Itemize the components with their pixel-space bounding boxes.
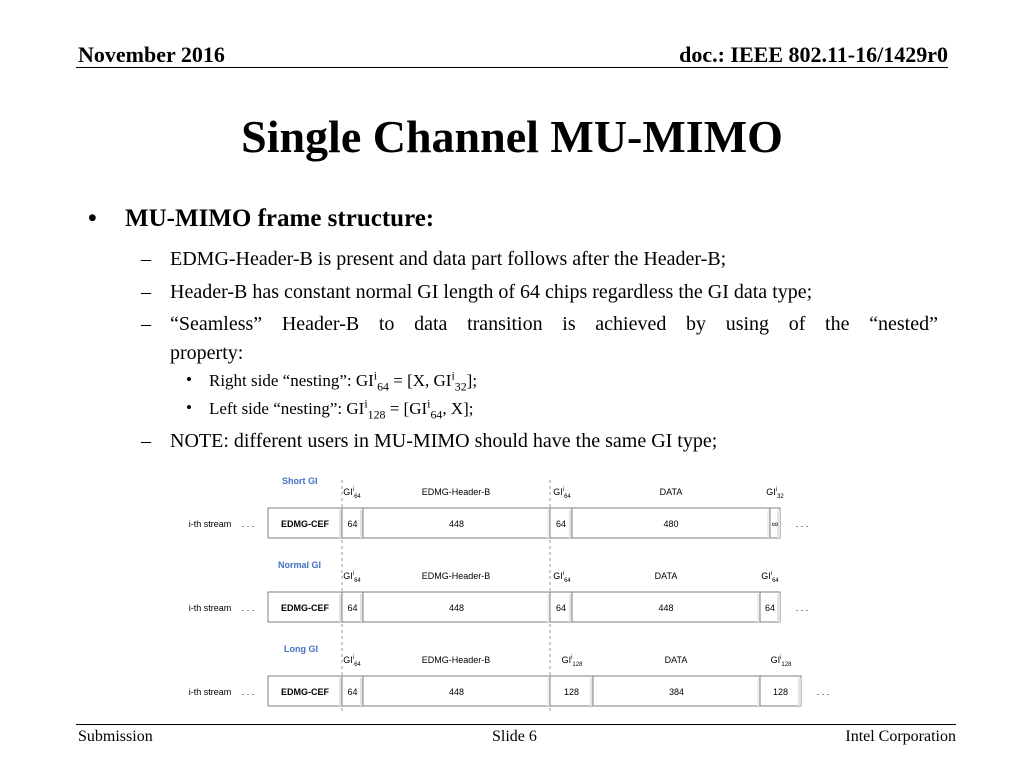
frame-cell-value: 448 [448, 519, 465, 529]
field-label [553, 571, 571, 584]
field-label-text: DATA [659, 487, 683, 497]
dash-marker: – [141, 248, 151, 270]
field-label-sup: i [780, 655, 782, 661]
bullet-marker: • [186, 370, 192, 389]
sub-item-text-line: property: [170, 342, 244, 364]
field-label-text: EDMG-Header-B [421, 487, 491, 497]
gi-row-long-gi [189, 644, 830, 706]
field-label [660, 487, 683, 497]
nested-text: Left side “nesting”: GI [209, 399, 365, 418]
ellipsis: . . . [795, 603, 809, 613]
nested-text: Right side “nesting”: GI [209, 371, 374, 390]
field-label-sub: 64 [354, 494, 361, 500]
frame-cell-value: 64 [347, 519, 358, 529]
gi-row-short-gi [189, 476, 809, 538]
sub-item-text: EDMG-Header-B is present and data part follows after the Header-B; [170, 248, 727, 270]
field-label-text: GI [553, 571, 563, 581]
field-label [562, 655, 584, 668]
stream-label: i-th stream [188, 687, 232, 697]
sub-item-text: NOTE: different users in MU-MIMO should have the same GI type; [170, 430, 718, 452]
ellipsis: . . . [816, 687, 830, 697]
gi-row-normal-gi [189, 560, 809, 622]
field-label-text: GI [770, 655, 781, 665]
field-label [422, 571, 491, 581]
field-label-text: DATA [664, 655, 688, 665]
nested-sub: 64 [377, 379, 389, 394]
frame-cell-value: 480 [663, 519, 679, 529]
frame-cell-value: EDMG-CEF [281, 519, 329, 529]
field-label-text: EDMG-Header-B [421, 571, 491, 581]
field-label [761, 571, 779, 584]
gi-type-label: Long GI [284, 644, 318, 654]
frame-cell-value: 128 [772, 687, 789, 697]
ellipsis: . . . [241, 519, 255, 529]
sub-item-text: Header-B has constant normal GI length of 64 chips regardless the GI data type; [170, 281, 813, 303]
field-label-sup: i [770, 571, 773, 577]
ellipsis: . . . [241, 687, 255, 697]
cell-shadow [777, 594, 780, 622]
field-label-sup: i [571, 655, 573, 661]
frame-cell-value: 64 [347, 687, 358, 697]
footer-divider [76, 724, 956, 725]
frame-cell-value: 128 [563, 687, 580, 697]
field-label-text: GI [343, 655, 353, 665]
stream-label: i-th stream [188, 519, 232, 529]
field-label-sub: 64 [772, 578, 779, 584]
field-label-text: GI [343, 571, 353, 581]
field-label [766, 487, 784, 500]
field-label-sup: i [352, 571, 355, 577]
field-label-text: EDMG-Header-B [421, 655, 491, 665]
field-label-sup: i [562, 487, 565, 493]
field-label [553, 487, 571, 500]
gi-type-label: Short GI [282, 476, 318, 486]
field-label [343, 487, 361, 500]
frame-cell-value: 64 [764, 603, 776, 613]
field-label-sub: 64 [564, 578, 571, 584]
dash-marker: – [141, 281, 151, 303]
field-label-sup: i [562, 571, 565, 577]
field-label-sup: i [352, 655, 355, 661]
gi-type-label: Normal GI [278, 560, 322, 570]
main-bullet-text: MU-MIMO frame structure: [125, 205, 435, 232]
sub-item-text-line: “Seamless” Header-B to data transition is achieved by using of the “nested” [170, 313, 938, 335]
footer-slide-number: Slide 6 [492, 728, 537, 745]
frame-cell-value: 448 [658, 603, 674, 613]
field-label-sup: i [775, 487, 778, 493]
frame-cell-value: 64 [347, 603, 358, 613]
field-label [665, 655, 688, 665]
field-label-sub: 64 [354, 662, 361, 668]
nested-sup: i [427, 396, 431, 411]
nested-sup: i [451, 368, 455, 383]
frame-cell-value: 64 [555, 603, 567, 613]
nested-text: = [GI [385, 399, 428, 418]
header-doc-id: doc.: IEEE 802.11-16/1429r0 [679, 42, 948, 67]
frame-cell-value: 384 [668, 687, 685, 697]
field-label [422, 487, 491, 497]
field-label-sub: 32 [777, 494, 784, 500]
header-date: November 2016 [78, 42, 225, 67]
ellipsis: . . . [241, 603, 255, 613]
field-label-sub: 128 [781, 662, 792, 668]
dash-marker: – [141, 430, 151, 452]
nested-sup: i [373, 368, 378, 383]
frame-cell-value: 448 [448, 687, 465, 697]
nested-sub: 128 [367, 407, 386, 422]
dash-marker: – [141, 313, 151, 335]
footer-submission: Submission [78, 728, 153, 745]
frame-cell-value: ∞ [771, 519, 779, 529]
ellipsis: . . . [795, 519, 809, 529]
field-label [771, 655, 793, 668]
nested-text: ]; [466, 371, 478, 390]
frame-cell-value: EDMG-CEF [281, 603, 329, 613]
field-label-text: GI [343, 487, 353, 497]
field-label-sub: 64 [564, 494, 571, 500]
field-label [655, 571, 678, 581]
field-label [343, 571, 361, 584]
frame-cell-value: 448 [448, 603, 465, 613]
field-label [343, 655, 361, 668]
footer-company: Intel Corporation [845, 728, 956, 745]
field-label-text: GI [766, 487, 776, 497]
nested-text: = [X, GI [388, 371, 452, 390]
nested-text: , X]; [442, 399, 474, 418]
cell-shadow [798, 678, 801, 706]
nested-sub: 32 [454, 379, 467, 394]
field-label [422, 655, 491, 665]
field-label-text: DATA [654, 571, 678, 581]
field-label-sub: 64 [354, 578, 361, 584]
nested-sup: i [364, 396, 368, 411]
bullet-marker: • [186, 398, 192, 417]
field-label-text: GI [553, 487, 563, 497]
frame-cell-value: EDMG-CEF [281, 687, 329, 697]
field-label-text: GI [761, 571, 771, 581]
slide-title: Single Channel MU-MIMO [241, 111, 783, 162]
frame-cell-value: 64 [555, 519, 567, 529]
nested-sub: 64 [430, 407, 443, 422]
field-label-text: GI [561, 655, 572, 665]
field-label-sup: i [352, 487, 355, 493]
bullet-marker: • [88, 205, 97, 232]
stream-label: i-th stream [188, 603, 232, 613]
field-label-sub: 128 [572, 662, 583, 668]
